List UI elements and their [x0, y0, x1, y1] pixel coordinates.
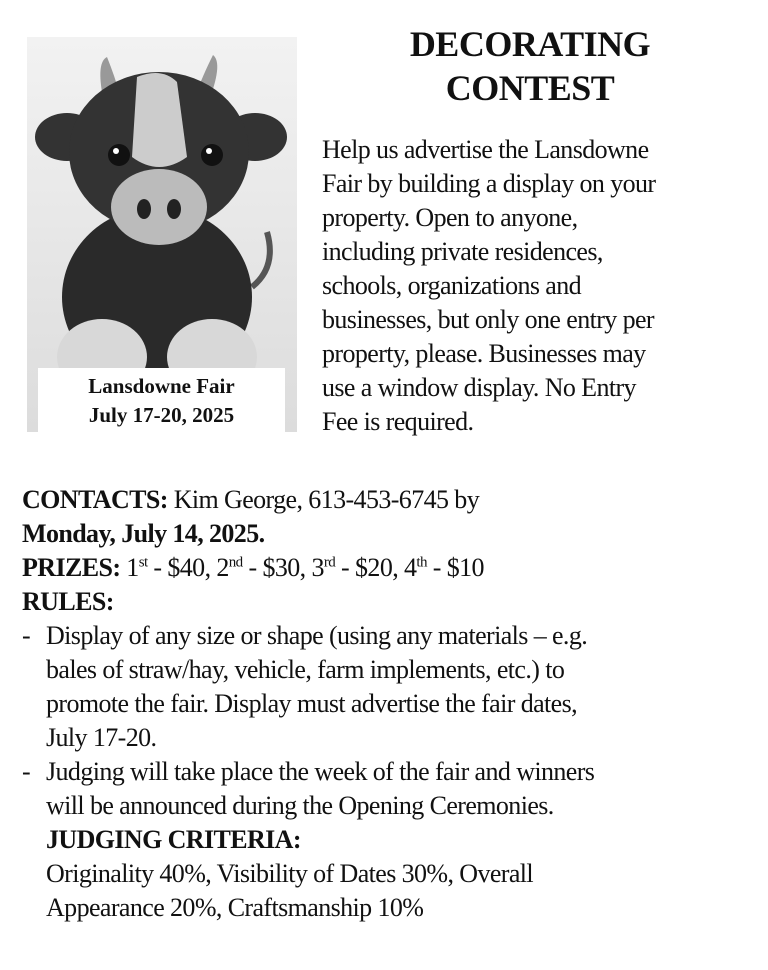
intro-line: Help us advertise the Lansdowne — [322, 135, 649, 164]
prizes-label: PRIZES: — [22, 553, 121, 582]
ordinal-suffix: th — [416, 554, 427, 571]
prize-item: 4th - $10 — [404, 553, 484, 582]
bullet-dash: - — [22, 621, 31, 650]
rule-item — [22, 619, 594, 755]
intro-line: Fee is required. — [322, 407, 474, 436]
intro-line: schools, organizations and — [322, 271, 582, 300]
ordinal-suffix: rd — [323, 554, 336, 571]
rule-item — [22, 755, 594, 823]
contacts-label: CONTACTS: — [22, 485, 168, 514]
ordinal-suffix: nd — [228, 554, 243, 571]
intro-line: use a window display. No Entry — [322, 373, 636, 402]
judging-criteria — [22, 857, 594, 925]
rule-line: Judging will take place the week of the fair and winners — [46, 757, 595, 786]
intro-line: property. Open to anyone, — [322, 203, 578, 232]
rule-line: Display of any size or shape (using any materials – e.g. — [46, 621, 588, 650]
prize-item: 2nd - $30, — [216, 553, 312, 582]
rule-line: promote the fair. Display must advertise the fair dates, — [46, 689, 578, 718]
judging-criteria-label: JUDGING CRITERIA: — [46, 825, 301, 854]
intro-line: Fair by building a display on your — [322, 169, 656, 198]
bullet-dash: - — [22, 757, 31, 786]
rule-text — [46, 755, 594, 823]
criteria-line: Appearance 20%, Craftsmanship 10% — [46, 893, 424, 922]
contacts-text: Kim George, 613-453-6745 by — [167, 485, 480, 514]
rule-line: July 17-20. — [46, 723, 157, 752]
intro-line: businesses, but only one entry per — [322, 305, 654, 334]
caption-fair-dates: July 17-20, 2025 — [88, 403, 235, 427]
title-line: DECORATING — [409, 24, 651, 64]
intro-line: including private residences, — [322, 237, 603, 266]
rule-line: bales of straw/hay, vehicle, farm implements, etc.) to — [46, 655, 565, 684]
rules-list — [22, 619, 594, 823]
details-section — [22, 483, 594, 925]
criteria-line: Originality 40%, Visibility of Dates 30%, Overall — [46, 859, 534, 888]
contacts-line — [22, 483, 594, 517]
caption-fair-name: Lansdowne Fair — [88, 374, 235, 398]
ordinal-suffix: st — [138, 554, 148, 571]
intro-line: property, please. Businesses may — [322, 339, 646, 368]
page-title — [330, 22, 730, 110]
title-line: CONTEST — [445, 68, 615, 108]
prizes-line — [22, 551, 594, 585]
rule-line: will be announced during the Opening Ceremonies. — [46, 791, 554, 820]
deadline: Monday, July 14, 2025. — [22, 519, 265, 548]
prize-item: 3rd - $20, — [311, 553, 405, 582]
prize-item: 1st - $40, — [126, 553, 217, 582]
rule-text — [46, 619, 587, 755]
intro-paragraph — [322, 133, 655, 439]
rules-label: RULES: — [22, 587, 114, 616]
photo-caption — [38, 368, 285, 432]
